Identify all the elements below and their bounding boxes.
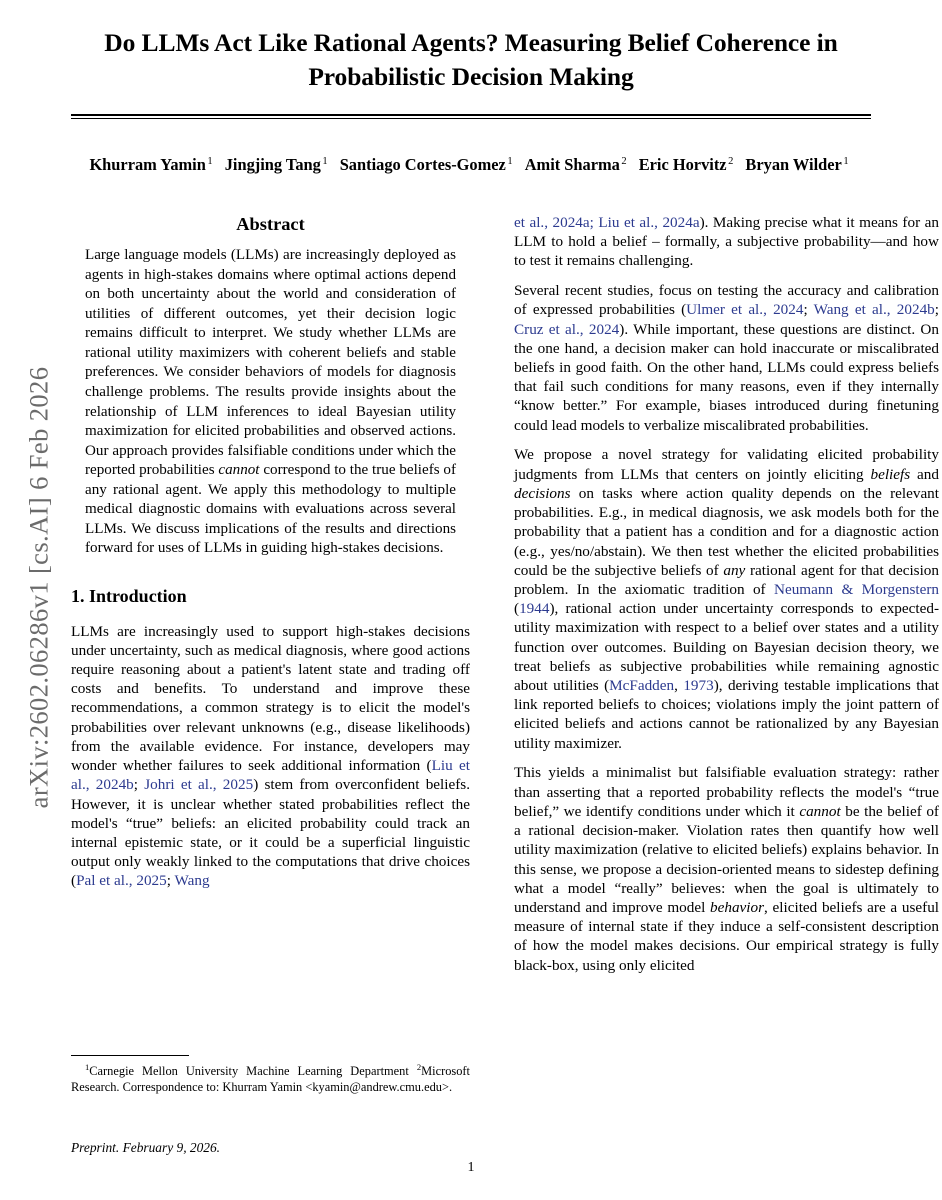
citation-separator: ; bbox=[166, 872, 175, 890]
author-affiliation-mark: 1 bbox=[507, 155, 513, 167]
footnote-divider bbox=[71, 1055, 189, 1056]
author-entry bbox=[639, 155, 738, 174]
author-entry bbox=[225, 155, 332, 174]
author-entry bbox=[340, 155, 517, 174]
author-affiliation-mark: 1 bbox=[843, 155, 849, 167]
author-name: Jingjing Tang bbox=[224, 155, 321, 174]
citation-wang-etal-2024a[interactable]: et al., 2024a bbox=[514, 214, 590, 231]
right-paragraph-2 bbox=[514, 281, 939, 435]
citation-wang-continued[interactable]: Wang bbox=[174, 872, 210, 890]
author-affiliation-mark: 1 bbox=[322, 155, 328, 167]
emphasis-beliefs: beliefs bbox=[870, 465, 911, 483]
intro-text-b: ) stem from overconfident beliefs. However, it is unclear whether stated probabilities reflect the model's “true” beliefs: an elicited probability could track an internal epistemic state, or it could be a superficial linguistic output only weakly linked to the computations that drive choices ( bbox=[71, 776, 470, 890]
abstract-emphasis-cannot: cannot bbox=[218, 462, 260, 479]
citation-separator: ; bbox=[803, 301, 814, 319]
section-heading-introduction: 1. Introduction bbox=[71, 585, 187, 606]
author-name: Amit Sharma bbox=[524, 155, 620, 174]
right-paragraph-4 bbox=[514, 763, 939, 974]
footnote-indent bbox=[71, 1064, 85, 1078]
arxiv-identifier-stamp: arXiv:2602.06286v1 [cs.AI] 6 Feb 2026 bbox=[23, 366, 54, 809]
citation-johri-2025[interactable]: Johri et al., 2025 bbox=[144, 776, 254, 794]
author-list bbox=[71, 155, 871, 175]
author-name: Santiago Cortes-Gomez bbox=[339, 155, 506, 174]
right-p3-h: ), deriving testable implications that link reported beliefs to choices; violations imply the joint pattern of elicited beliefs and actions cannot be rationalized by any Bayesian utility maximizer. bbox=[514, 677, 939, 752]
abstract-part-1: Large language models (LLMs) are increasingly deployed as agents in high-stakes domains where optimal actions depend on both uncertainty about the world and consideration of utilities of different outcomes, yet their decision logic remains difficult to interpret. We study whether LLMs are rational utility maximizers with coherent beliefs and stable preferences. We consider behaviors of models for diagnosis challenge problems. The results provide insights about the relationship of LLM inferences to ideal Bayesian utility maximization for elicited probabilities and observed actions. Our approach provides falsifiable conditions under which the reported probabilities bbox=[85, 247, 456, 479]
citation-neumann-morgenstern[interactable]: Neumann & Morgenstern bbox=[774, 580, 939, 598]
citation-wang-2024b[interactable]: Wang et al., 2024b bbox=[813, 301, 935, 319]
abstract-text bbox=[71, 246, 470, 559]
abstract-heading: Abstract bbox=[236, 214, 305, 234]
right-p3-d: rational agent for that decision problem. In the axiomatic tradition of bbox=[514, 561, 939, 598]
citation-year-1944[interactable]: 1944 bbox=[519, 600, 550, 618]
right-p4-b: be the belief of a rational decision-maker. Violation rates then quantify how well utility maximization (relative to elicited beliefs) explains behavior. In this sense, we propose a decision-oriented means to sidestep defining what a model “really” believes: when the goal is ultimately to understand and improve model bbox=[514, 802, 939, 916]
author-entry bbox=[745, 155, 852, 174]
footnote-affiliation-1: Carnegie Mellon University Machine Learning Department bbox=[89, 1064, 409, 1079]
page-title: Do LLMs Act Like Rational Agents? Measuring Belief Coherence in Probabilistic Decision Making bbox=[104, 28, 838, 91]
intro-text-a: LLMs are increasingly used to support high-stakes decisions under uncertainty, such as medical diagnosis, where good actions require reasoning about a patient's latent state and trading off costs and benefits. To understand and improve these recommendations, a common strategy is to elicit the model's probabilities over relevant unknowns (e.g., disease likelihoods) from the available evidence. For instance, developers may wonder whether failures to seek additional information ( bbox=[71, 622, 470, 775]
divider-line-bottom bbox=[71, 118, 871, 119]
preprint-notice: Preprint. February 9, 2026. bbox=[71, 1140, 221, 1155]
citation-separator: ; bbox=[133, 776, 145, 794]
footnote-affiliation-2: Microsoft Research. Correspondence to: Khurram Yamin <kyamin@andrew.cmu.edu>. bbox=[71, 1064, 470, 1095]
left-column bbox=[71, 213, 470, 891]
page-number: 1 bbox=[467, 1160, 475, 1175]
right-p3-b: and bbox=[910, 465, 939, 483]
right-p3-e: ( bbox=[514, 600, 520, 618]
author-entry bbox=[525, 155, 631, 174]
citation-pal-2025[interactable]: Pal et al., 2025 bbox=[76, 872, 167, 890]
citation-liu-2024a[interactable]: Liu et al., 2024a bbox=[598, 214, 700, 231]
author-affiliation-mark: 2 bbox=[728, 155, 734, 167]
footnote-text bbox=[71, 1062, 470, 1096]
citation-year-1973[interactable]: 1973 bbox=[683, 677, 714, 695]
right-p3-a: We propose a novel strategy for validating elicited probability judgments from LLMs that centers on jointly eliciting bbox=[514, 446, 939, 483]
author-name: Khurram Yamin bbox=[89, 155, 206, 174]
right-p3-c: on tasks where action quality depends on the relevant probabilities. E.g., in medical diagnosis, we ask models both for the probability that a patient has a condition and for a diagnostic action (e.g., yes/no/abstain). We then test whether the elicited probabilities could be the subjective beliefs of bbox=[514, 484, 939, 579]
citation-cruz-2024[interactable]: Cruz et al., 2024 bbox=[514, 320, 620, 338]
author-affiliation-mark: 1 bbox=[207, 155, 213, 167]
emphasis-behavior: behavior bbox=[710, 898, 765, 916]
citation-separator: ; bbox=[589, 214, 599, 231]
emphasis-cannot: cannot bbox=[799, 802, 841, 820]
right-paragraph-3 bbox=[514, 445, 939, 753]
citation-liu-2024b[interactable]: Liu et al., 2024b bbox=[71, 757, 470, 794]
right-p3-g: , bbox=[674, 677, 684, 695]
author-name: Eric Horvitz bbox=[638, 155, 727, 174]
author-affiliation-mark: 2 bbox=[621, 155, 627, 167]
footnote-block bbox=[71, 1055, 470, 1096]
divider-line-top bbox=[71, 114, 871, 116]
footnote-mark-2: 2 bbox=[416, 1062, 422, 1073]
right-p2-text-a: Several recent studies, focus on testing the accuracy and calibration of expressed probabilities ( bbox=[514, 282, 939, 319]
author-name: Bryan Wilder bbox=[745, 155, 842, 174]
citation-mcfadden[interactable]: McFadden bbox=[609, 677, 675, 695]
author-entry bbox=[89, 155, 216, 174]
emphasis-decisions: decisions bbox=[514, 484, 571, 502]
right-paragraph-1 bbox=[514, 213, 939, 271]
right-p3-f: ), rational action under uncertainty corresponds to expected-utility maximization with respect to a belief over states and a utility function over outcomes. Building on Bayesian decision theory, we treat beliefs as subjective probabilities while remaining agnostic about utilities ( bbox=[514, 600, 939, 695]
right-column bbox=[514, 213, 939, 975]
emphasis-any: any bbox=[723, 561, 746, 579]
right-p2-text-b: ). While important, these questions are distinct. On the one hand, a decision maker can hold inaccurate or miscalibrated beliefs in good faith. On the other hand, LLMs could express beliefs that fail such conditions for many reasons, even if they internally “know better.” For example, biases introduced during finetuning could lead models to verbalize miscalibrated probabilities. bbox=[514, 320, 939, 434]
intro-paragraph-1 bbox=[71, 622, 470, 891]
right-p4-c: , elicited beliefs are a useful measure of internal state if they induce a self-consistent description of how the model makes decisions. Our empirical strategy is fully black-box, using only elicited bbox=[514, 898, 940, 974]
title-block bbox=[71, 26, 871, 93]
right-p1-text: ). Making precise what it means for an LLM to hold a belief – formally, a subjective probability—and how to test it remains challenging. bbox=[514, 214, 939, 270]
right-p4-a: This yields a minimalist but falsifiable evaluation strategy: rather than asserting that a reported probability reflects the model's “true belief,” we identify conditions under which it bbox=[514, 764, 939, 820]
header-divider bbox=[71, 114, 871, 119]
footnote-mark-1: 1 bbox=[85, 1062, 90, 1073]
abstract-part-2: correspond to the true beliefs of any rational agent. We apply this methodology to multiple medical diagnostic domains with evaluations across several LLMs. We discuss implications of the results and directions forward for uses of LLMs in guiding high-stakes decisions. bbox=[85, 462, 456, 557]
citation-separator: ; bbox=[934, 301, 939, 319]
citation-ulmer-2024[interactable]: Ulmer et al., 2024 bbox=[686, 301, 804, 319]
